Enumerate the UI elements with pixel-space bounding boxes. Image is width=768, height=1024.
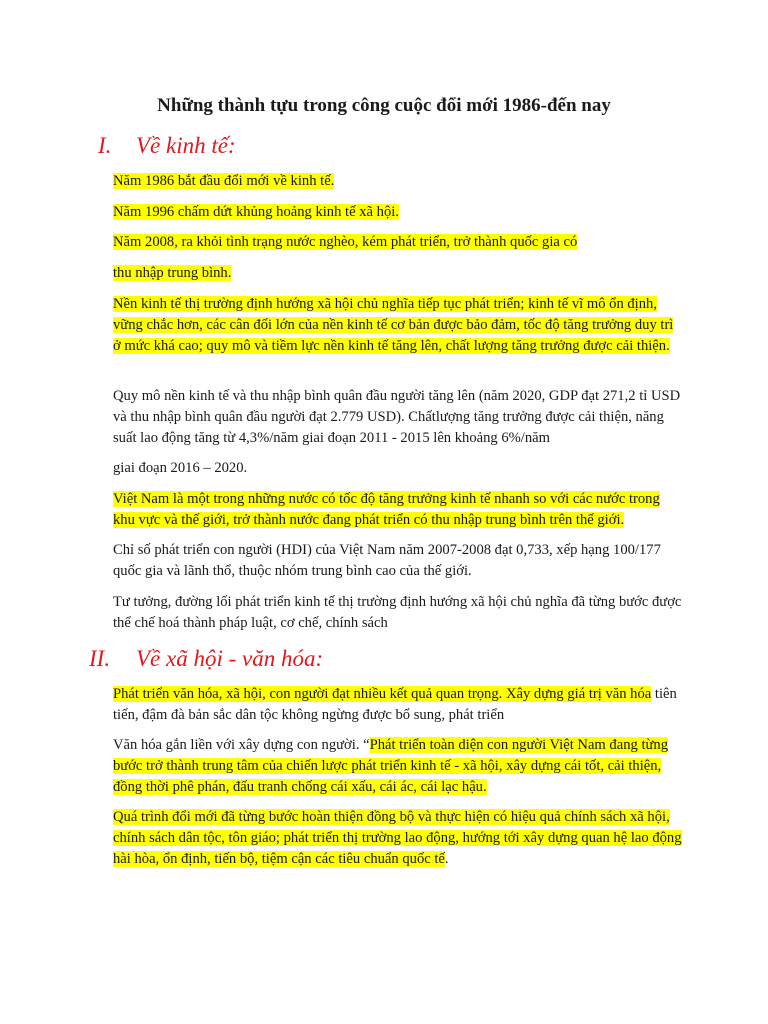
econ-paragraph-4: [113, 263, 683, 284]
social-paragraph-1: [113, 684, 683, 726]
highlighted-text: Phát triển toàn diện con người Việt Nam đang từng bước trở thành trung tâm của chiến lược phát triển kinh tế - xã hội, xây dựng cái tốt, cải thiện, đồng thời phê phán, đấu tranh chống cái xấu, cái ác, cái lạc hậu.: [113, 737, 668, 795]
highlighted-text: Việt Nam là một trong những nước có tốc độ tăng trưởng kinh tế nhanh so với các nước trong khu vực và thế giới, trở thành nước đang phát triển có thu nhập trung bình trên thế giới.: [113, 491, 660, 528]
highlighted-text: Quá trình đổi mới đã từng bước hoàn thiện đồng bộ và thực hiện có hiệu quả chính sách xã hội, chính sách dân tộc, tôn giáo; phát triển thị trường lao động, hướng tới xây dựng quan hệ lao động hài hòa, ổn định, tiến bộ, tiệm cận các tiêu chuẩn quốc tế: [113, 809, 682, 867]
highlighted-text: Phát triển văn hóa, xã hội, con người đạt nhiều kết quả quan trọng. Xây dựng giá trị văn hóa: [113, 686, 652, 702]
social-paragraph-2: [113, 735, 683, 798]
econ-paragraph-2: [113, 202, 683, 223]
section-heading-society: [89, 645, 324, 673]
highlighted-text: Năm 1986 bắt đầu đổi mới về kinh tế.: [113, 173, 335, 189]
econ-paragraph-7: giai đoạn 2016 – 2020.: [113, 460, 248, 476]
section-title: Về kinh tế:: [136, 133, 236, 158]
section-title: Về xã hội - văn hóa:: [136, 646, 324, 671]
section-heading-economy: [98, 132, 236, 160]
econ-paragraph-9: Chỉ số phát triển con người (HDI) của Việt Nam năm 2007-2008 đạt 0,733, xếp hạng 100/177 quốc gia và lãnh thổ, thuộc nhóm trung bình cao của thế giới.: [113, 542, 661, 579]
document-title: Những thành tựu trong công cuộc đổi mới 1986-đến nay: [157, 95, 611, 116]
highlighted-text: Năm 2008, ra khỏi tình trạng nước nghèo, kém phát triển, trở thành quốc gia có: [113, 234, 578, 250]
econ-paragraph-3: [113, 232, 683, 253]
highlighted-text: Năm 1996 chấm dứt khủng hoảng kinh tế xã hội.: [113, 204, 399, 220]
social-paragraph-3: [113, 807, 683, 870]
econ-paragraph-10: Tư tưởng, đường lối phát triển kinh tế thị trường định hướng xã hội chủ nghĩa đã từng bước được thể chế hoá thành pháp luật, cơ chế, chính sách: [113, 594, 682, 631]
econ-paragraph-1: [113, 171, 683, 192]
highlighted-text: Nền kinh tế thị trường định hướng xã hội chủ nghĩa tiếp tục phát triển; kinh tế vĩ mô ổn định, vững chắc hơn, các cân đối lớn của nền kinh tế cơ bản được bảo đảm, tốc độ tăng trưởng duy trì ở mức khá cao; quy mô và tiềm lực nền kinh tế tăng lên, chất lượng tăng trưởng được cải thiện.: [113, 296, 674, 354]
plain-text: tiên tiến, đậm đà bản sắc dân tộc không ngừng được bổ sung, phát triển: [113, 686, 677, 723]
plain-text: .: [444, 851, 449, 867]
econ-paragraph-5: [113, 294, 683, 357]
plain-text: Văn hóa gắn liền với xây dựng con người. “: [113, 737, 370, 753]
section-number: I.: [98, 133, 112, 158]
section-number: II.: [89, 646, 111, 671]
econ-paragraph-8: [113, 489, 683, 531]
econ-paragraph-6: Quy mô nền kinh tế và thu nhập bình quân đầu người tăng lên (năm 2020, GDP đạt 271,2 tỉ USD và thu nhập bình quân đầu người đạt 2.779 USD). Chấtlượng tăng trưởng được cải thiện, năng suất lao động tăng từ 4,3%/năm giai đoạn 2011 - 2015 lên khoảng 6%/năm: [113, 388, 681, 446]
highlighted-text: thu nhập trung bình.: [113, 265, 232, 281]
